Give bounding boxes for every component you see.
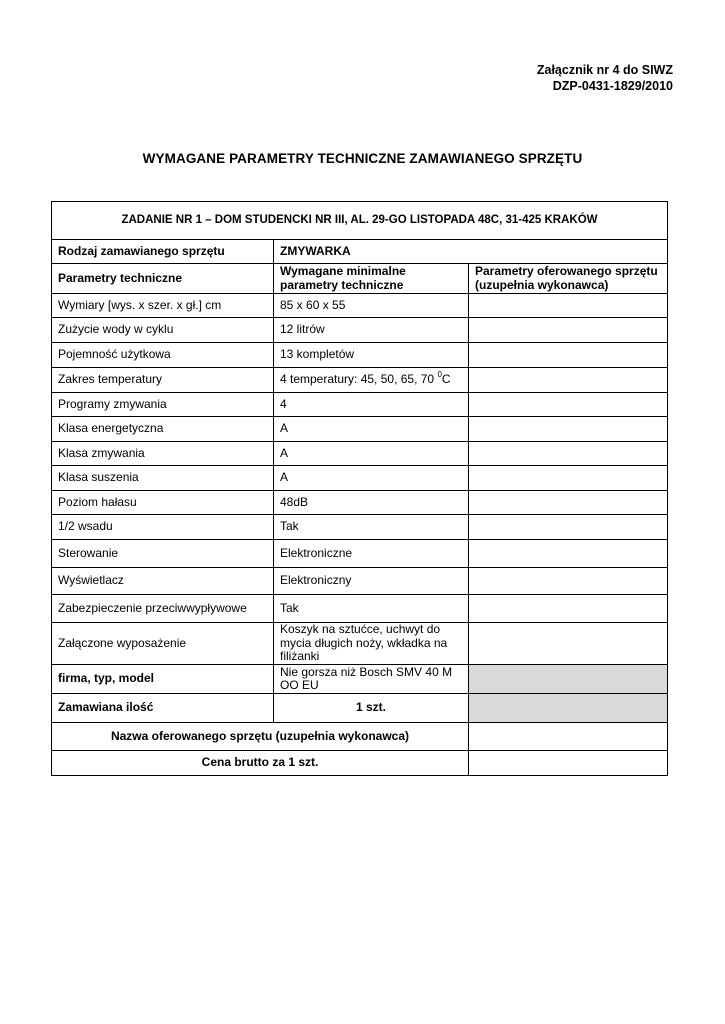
table-row	[52, 595, 668, 623]
param-name: Klasa zmywania	[52, 442, 274, 466]
offered-value-cell[interactable]	[469, 393, 668, 417]
page-title: WYMAGANE PARAMETRY TECHNICZNE ZAMAWIANEGO SPRZĘTU	[142, 151, 583, 166]
param-name: Zakres temperatury	[52, 368, 274, 393]
offered-header: Parametry oferowanego sprzętu (uzupełnia wykonawca)	[469, 264, 668, 294]
param-value: Elektroniczny	[274, 568, 469, 595]
param-name: Sterowanie	[52, 540, 274, 568]
equipment-type-value: ZMYWARKA	[274, 240, 668, 264]
shaded-cell	[469, 694, 668, 723]
specification-table	[51, 201, 668, 776]
model-label: firma, typ, model	[52, 665, 274, 694]
param-name: Klasa suszenia	[52, 466, 274, 491]
param-value: 48dB	[274, 491, 469, 515]
table-row	[52, 442, 668, 466]
offered-value-cell[interactable]	[469, 417, 668, 442]
temperature-unit: C	[441, 372, 451, 387]
param-name: Zużycie wody w cyklu	[52, 318, 274, 343]
param-name: Zabezpieczenie przeciwwypływowe	[52, 595, 274, 623]
quantity-label: Zamawiana ilość	[52, 694, 274, 723]
table-row	[52, 343, 668, 368]
param-value: A	[274, 417, 469, 442]
param-value: Koszyk na sztućce, uchwyt do mycia długich noży, wkładka na filiżanki	[274, 623, 469, 665]
table-row	[52, 318, 668, 343]
offered-name-row	[52, 723, 668, 751]
task-heading: ZADANIE NR 1 – DOM STUDENCKI NR III, AL. 29-GO LISTOPADA 48C, 31-425 KRAKÓW	[52, 202, 668, 240]
reference-number: DZP-0431-1829/2010	[552, 79, 673, 93]
param-value: Elektroniczne	[274, 540, 469, 568]
table-row	[52, 540, 668, 568]
param-name: 1/2 wsadu	[52, 515, 274, 540]
params-header: Parametry techniczne	[52, 264, 274, 294]
param-name: Poziom hałasu	[52, 491, 274, 515]
param-name: Klasa energetyczna	[52, 417, 274, 442]
offered-value-cell[interactable]	[469, 623, 668, 665]
table-row	[52, 623, 668, 665]
quantity-row	[52, 694, 668, 723]
shaded-cell	[469, 665, 668, 694]
table-row	[52, 368, 668, 393]
quantity-value: 1 szt.	[274, 694, 469, 723]
param-name: Wymiary [wys. x szer. x gł.] cm	[52, 294, 274, 318]
table-row	[52, 294, 668, 318]
equipment-type-label: Rodzaj zamawianego sprzętu	[52, 240, 274, 264]
offered-value-cell[interactable]	[469, 318, 668, 343]
degree-superscript: 0	[437, 370, 442, 380]
offered-value-cell[interactable]	[469, 568, 668, 595]
offered-value-cell[interactable]	[469, 442, 668, 466]
offered-value-cell[interactable]	[469, 294, 668, 318]
table-row	[52, 393, 668, 417]
param-value: 4	[274, 393, 469, 417]
offered-value-cell[interactable]	[469, 466, 668, 491]
offered-value-cell[interactable]	[469, 515, 668, 540]
offered-value-cell[interactable]	[469, 595, 668, 623]
document-header	[537, 62, 673, 94]
attachment-label: Załącznik nr 4 do SIWZ	[536, 63, 673, 77]
required-header: Wymagane minimalne parametry techniczne	[274, 264, 469, 294]
model-value: Nie gorsza niż Bosch SMV 40 M OO EU	[274, 665, 469, 694]
param-name: Wyświetlacz	[52, 568, 274, 595]
param-value: 13 kompletów	[274, 343, 469, 368]
offered-value-cell[interactable]	[469, 540, 668, 568]
price-label: Cena brutto za 1 szt.	[52, 751, 469, 776]
offered-value-cell[interactable]	[469, 368, 668, 393]
equipment-type-row	[52, 240, 668, 264]
offered-name-label: Nazwa oferowanego sprzętu (uzupełnia wykonawca)	[52, 723, 469, 751]
column-header-row	[52, 264, 668, 294]
price-cell[interactable]	[469, 751, 668, 776]
price-row	[52, 751, 668, 776]
offered-value-cell[interactable]	[469, 343, 668, 368]
table-row	[52, 491, 668, 515]
param-name: Załączone wyposażenie	[52, 623, 274, 665]
offered-name-cell[interactable]	[469, 723, 668, 751]
param-name: Pojemność użytkowa	[52, 343, 274, 368]
table-row	[52, 515, 668, 540]
task-heading-row	[52, 202, 668, 240]
param-value: 12 litrów	[274, 318, 469, 343]
table-row	[52, 466, 668, 491]
param-name: Programy zmywania	[52, 393, 274, 417]
param-value: Tak	[274, 515, 469, 540]
param-value: Tak	[274, 595, 469, 623]
param-value: A	[274, 466, 469, 491]
param-value	[274, 368, 469, 393]
param-value: A	[274, 442, 469, 466]
table-row	[52, 568, 668, 595]
model-row	[52, 665, 668, 694]
offered-value-cell[interactable]	[469, 491, 668, 515]
table-row	[52, 417, 668, 442]
temperature-text: 4 temperatury: 45, 50, 65, 70	[280, 372, 438, 387]
param-value: 85 x 60 x 55	[274, 294, 469, 318]
